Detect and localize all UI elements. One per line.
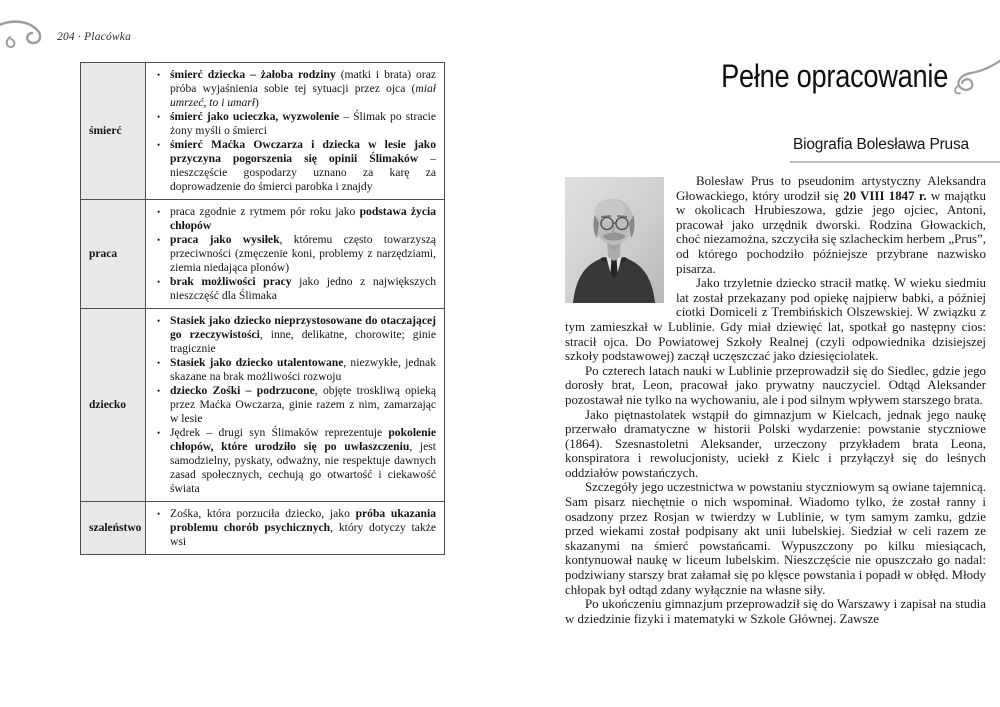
table-bullet-item: • brak możliwości pracy jako jedno z największych nieszczęść dla Ślimaka [157, 275, 437, 302]
table-bullet-item: • dziecko Zośki – podrzucone, objęte troskliwą opieką przez Maćka Owczarza, ginie razem z nim, zamarzając w lesie [157, 384, 436, 425]
table-bullet-item: • śmierć jako ucieczka, wyzwolenie – Ślimak po stracie żony myśli o śmierci [157, 110, 436, 137]
bullet-icon: • [157, 509, 161, 519]
theme-item-list [146, 314, 436, 496]
theme-label: szaleństwo [81, 502, 146, 555]
table-row [81, 200, 445, 309]
table-bullet-item: • Zośka, która porzuciła dziecko, jako próba ukazania problemu chorób psychicznych, który dotyczy także wsi [157, 507, 436, 548]
theme-label: dziecko [81, 309, 146, 502]
bullet-icon: • [157, 428, 161, 438]
title-ornament-icon [951, 56, 1000, 96]
running-header [57, 31, 131, 43]
biography-text [565, 174, 986, 626]
bio-paragraph: Jako piętnastolatek wstąpił do gimnazjum w Kielcach, jednak jego naukę przerwało dramatyczne w historii Polski wydarzenie: powstanie styczniowe (1864). Szesnastoletni Aleksander, urzeczony przykładem brata Leona, konspiratora i rewolucjonisty, uciekł z Kielc i przyłączył się do leśnych oddziałów powstańczych. [565, 407, 986, 480]
themes-table [80, 62, 445, 555]
bullet-icon: • [157, 358, 161, 368]
themes-table-body [81, 63, 445, 555]
table-bullet-item: • praca jako wysiłek, któremu często towarzyszą przeciwności (zmęczenie koni, problemy z narzędziami, ziemia niedająca plonów) [157, 233, 437, 274]
theme-item-list [146, 205, 436, 303]
theme-item-list [146, 507, 436, 549]
bullet-icon: • [157, 277, 161, 287]
table-bullet-item: • Stasiek jako dziecko nieprzystosowane do otaczającej go rzeczywistości, inne, delikatne, chorowite; ginie tragicznie [157, 314, 436, 355]
bullet-icon: • [157, 70, 161, 80]
table-row [81, 309, 445, 502]
table-bullet-item: • śmierć Maćka Owczarza i dziecka w lesie jako przyczyna pogorszenia się opinii Ślimaków – nieszczęście gospodarzy uznano za karę za doprowadzenie do śmierci parobka i znajdy [157, 138, 436, 193]
theme-content [146, 502, 445, 555]
bio-paragraph: Szczegóły jego uczestnictwa w powstaniu styczniowym są owiane tajemnicą. Sam pisarz niechętnie o nich wspominał. Wiadomo tylko, że został ranny i osadzony przez Rosjan w twierdzy w Lublinie, w tym samym zamku, gdzie przed wiekami został podpisany akt unii lubelskiej. Siedział w celi razem ze skazanymi na śmierć powstańcami. Wypuszczony po kilku miesiącach, kontynuował naukę w liceum lubelskim. Nieszczęście nie opuszczało go nadal: podziwiany starszy brat załamał się po klęsce powstania i popadł w obłęd. Młody chłopak był odtąd zdany wyłącznie na własne siły. [565, 480, 986, 597]
table-bullet-item: • praca zgodnie z rytmem pór roku jako podstawa życia chłopów [157, 205, 436, 232]
table-bullet-item: • śmierć dziecka – żałoba rodziny (matki i brata) oraz próba wyjaśnienia sobie tej sytuacji przez ojca (miał umrzeć, to i umarł) [157, 68, 436, 109]
theme-content [146, 200, 445, 309]
section-heading-rule [790, 136, 1000, 163]
running-header-text: 204 · Placówka [57, 31, 132, 43]
theme-item-list [146, 68, 436, 194]
bio-paragraph: Po ukończeniu gimnazjum przeprowadził się do Warszawy i zapisał na studia w dziedzinie fizyki i matematyki w Szkole Głównej. Zawsze [565, 597, 986, 626]
bullet-icon: • [157, 112, 161, 122]
bullet-icon: • [157, 207, 161, 217]
theme-label: praca [81, 200, 146, 309]
bullet-icon: • [157, 235, 161, 245]
theme-label: śmierć [81, 63, 146, 200]
portrait-photo [565, 177, 664, 303]
page-title: Pełne opracowanie [720, 57, 948, 94]
theme-content [146, 63, 445, 200]
table-bullet-item: • Jędrek – drugi syn Ślimaków reprezentuje pokolenie chłopów, które urodziło się po uwłaszczeniu, jest samodzielny, pyskaty, odważny, nie respektuje dawnych zasad społecznych, cechują go otwartość i ciekawość świata [157, 426, 436, 495]
bullet-icon: • [157, 140, 161, 150]
bio-paragraph: Bolesław Prus to pseudonim artystyczny Aleksandra Głowackiego, który urodził się 20 VIII 1847 r. w majątku w okolicach Hrubieszowa, gdzie jego ojciec, Antoni, pracował jako urzędnik dworski. Rodzina Głowackich, choć niezamożna, szczyciła się szlacheckim herbem „Prus”, od którego pochodziło późniejsze przybrane nazwisko pisarza. [676, 174, 987, 276]
corner-ornament-icon [0, 20, 46, 50]
table-bullet-item: • Stasiek jako dziecko utalentowane, niezwykłe, jednak skazane na brak możliwości rozwoju [157, 356, 436, 383]
table-row [81, 63, 445, 200]
section-heading: Biografia Bolesława Prusa [793, 136, 969, 153]
table-row [81, 502, 445, 555]
page-title-row [681, 54, 1000, 98]
bio-paragraph: Jako trzyletnie dziecko stracił matkę. W wieku siedmiu lat został przekazany pod opiekę najpierw babki, a później ciotki Domiceli z Trembińskich Olszewskiej. W związku z tym zamieszkał w Lublinie. Gdy miał dziewięć lat, spotkał go następny cios: stracił ojca. Do Powiatowej Szkoły Realnej (czyli odpowiednika dzisiejszej szkoły podstawowej) zaczął uczęszczać jako dziesięciolatek. [565, 276, 986, 364]
theme-content [146, 309, 445, 502]
bullet-icon: • [157, 316, 161, 326]
bullet-icon: • [157, 386, 161, 396]
bio-paragraph: Po czterech latach nauki w Lublinie przeprowadził się do Siedlec, gdzie jego dorosły brat, Leon, pracował jako prywatny nauczyciel. Odtąd Aleksander pozostawał nie tylko na wychowaniu, ale i pod silnym wpływem starszego brata. [565, 363, 986, 407]
